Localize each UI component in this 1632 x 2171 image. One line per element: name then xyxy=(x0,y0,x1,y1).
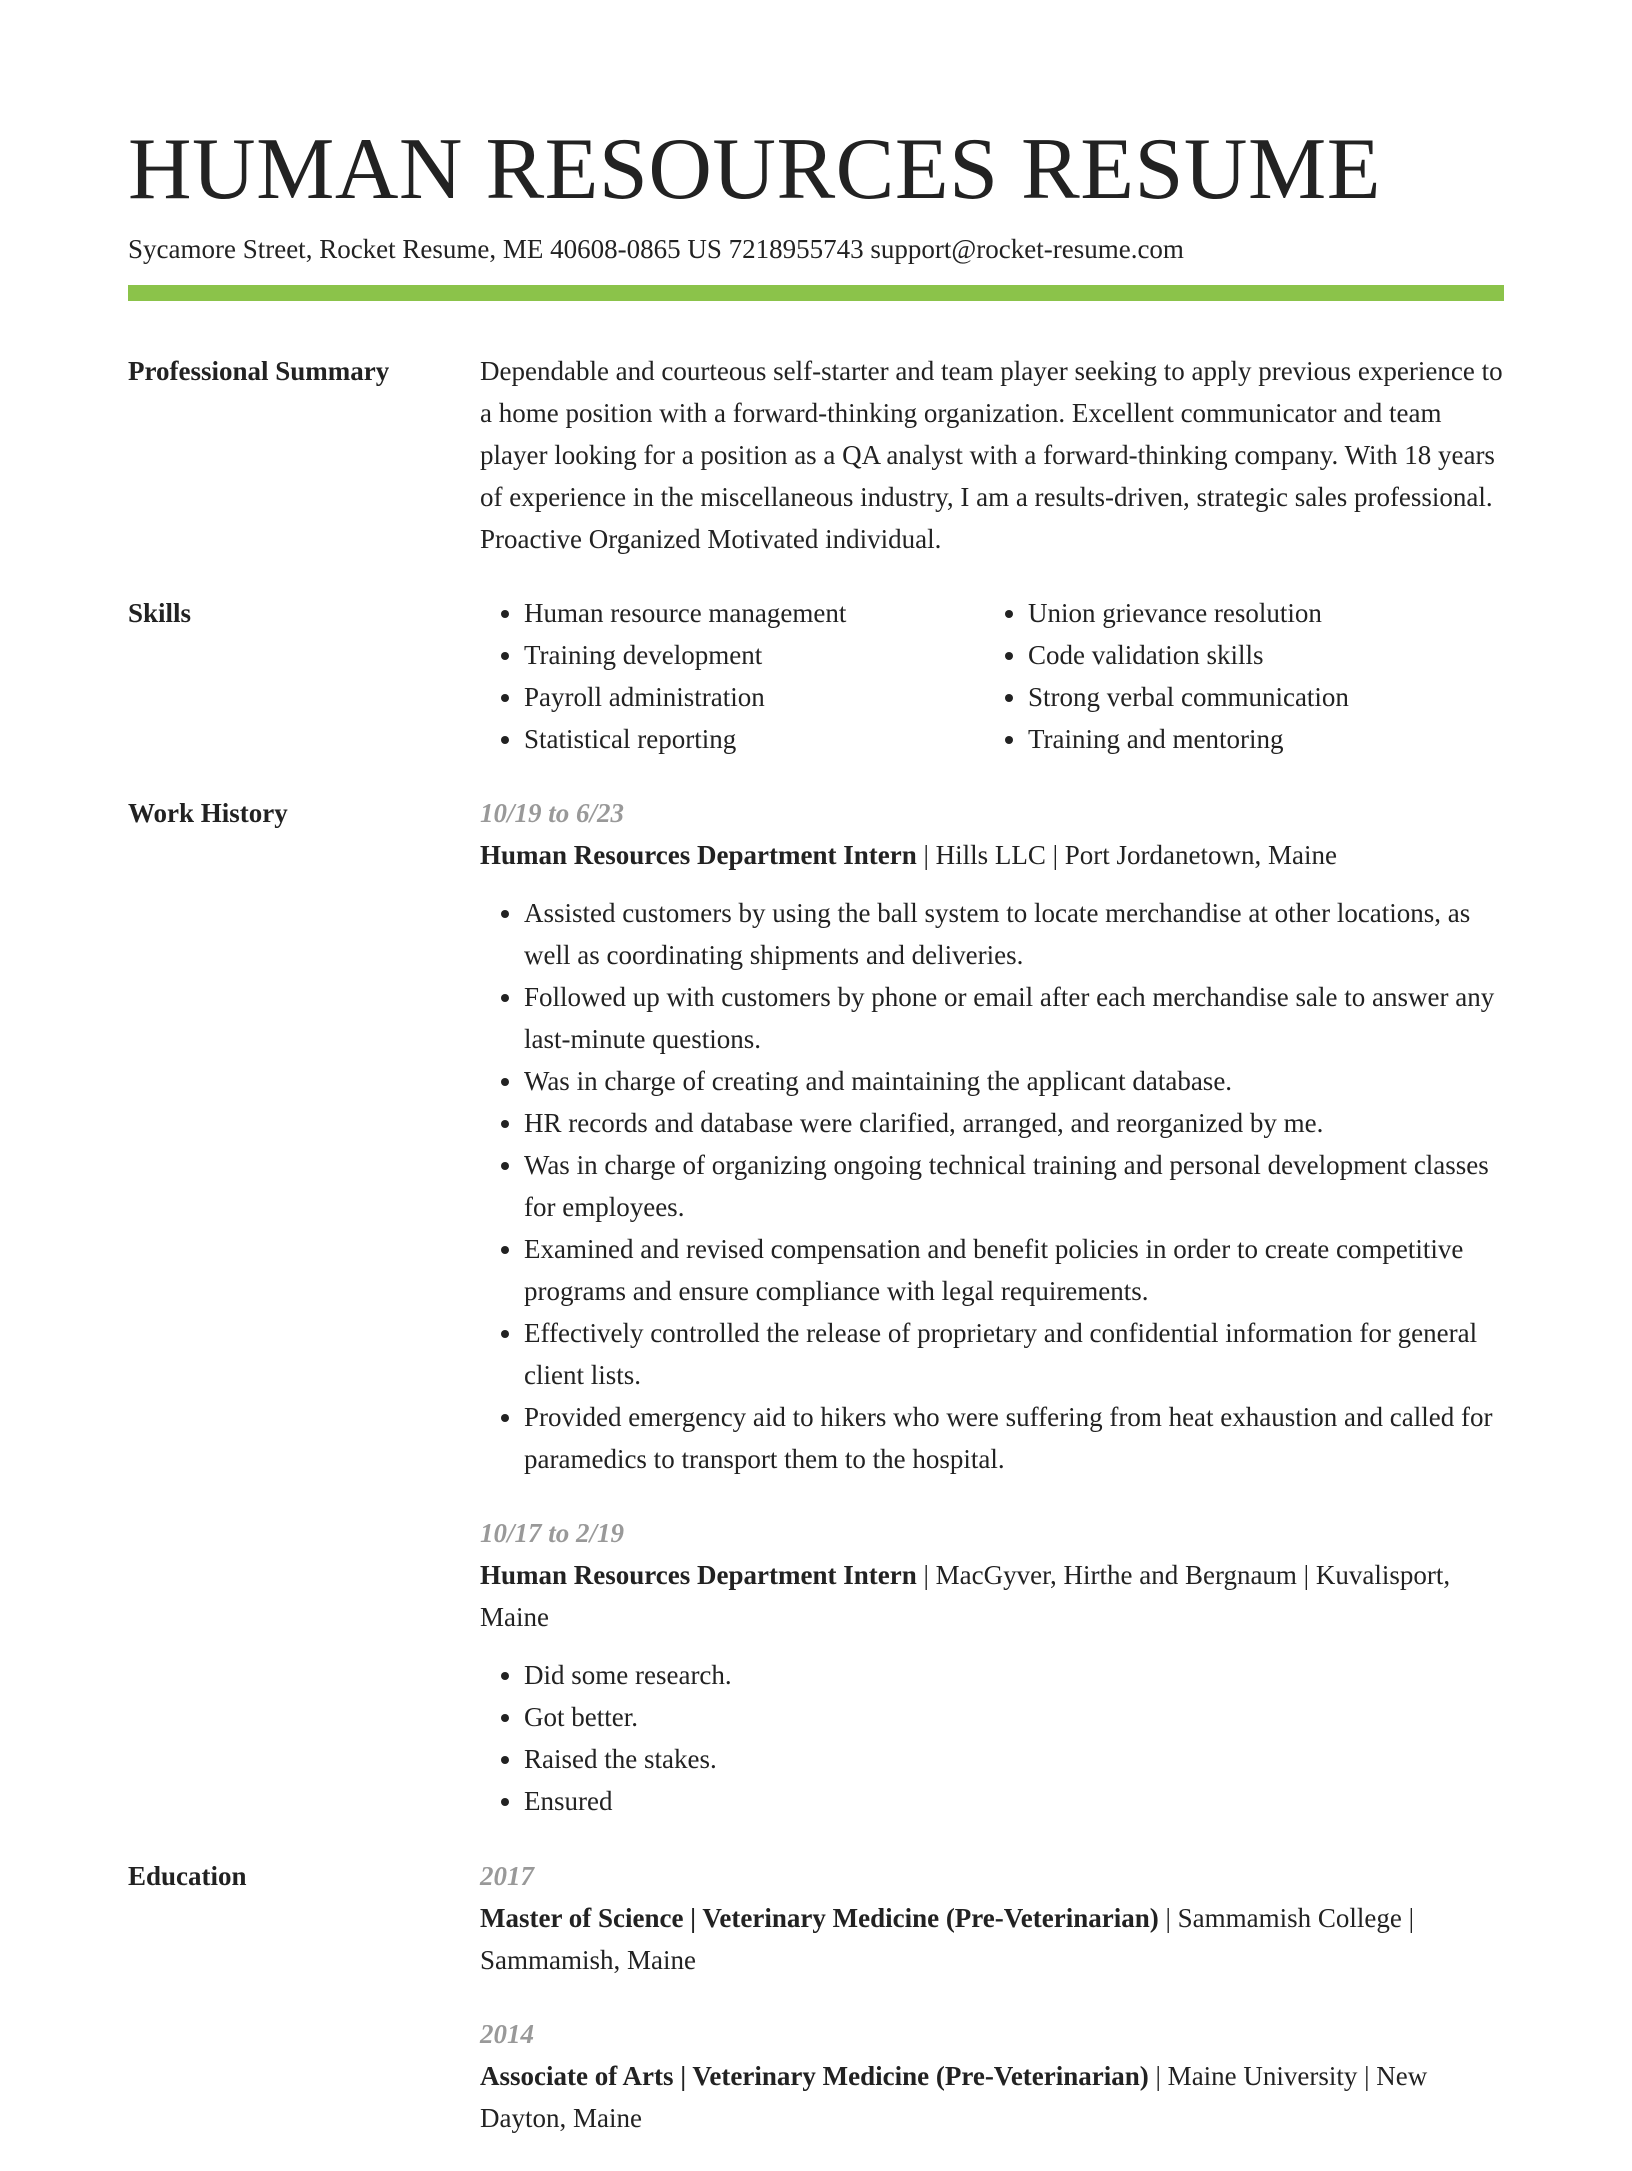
job-employer: | Hills LLC | Port Jordanetown, Maine xyxy=(916,840,1337,870)
job-dates: 10/19 to 6/23 xyxy=(480,798,625,828)
job-duties xyxy=(480,1654,1504,1822)
list-item: • Followed up with customers by phone or email after each merchandise sale to answer any last-minute questions. xyxy=(524,976,1504,1060)
education-body xyxy=(480,1855,1504,2171)
work-history-label: Work History xyxy=(128,798,288,828)
list-item: • Did some research. xyxy=(524,1654,1504,1696)
job-heading xyxy=(480,1554,1504,1638)
skills-list-right xyxy=(984,592,1488,760)
header-divider xyxy=(128,285,1504,301)
list-item: • Got better. xyxy=(524,1696,1504,1738)
education-entry xyxy=(480,1855,1504,1981)
list-item: • Examined and revised compensation and benefit policies in order to create competitive programs and ensure compliance with legal requirements. xyxy=(524,1228,1504,1312)
education-label: Education xyxy=(128,1861,247,1891)
job-heading xyxy=(480,834,1504,876)
job-entry xyxy=(480,792,1504,1480)
list-item: • Raised the stakes. xyxy=(524,1738,1504,1780)
contact-line: Sycamore Street, Rocket Resume, ME 40608-0865 US 7218955743 support@rocket-resume.com xyxy=(128,234,1184,264)
list-item: • Provided emergency aid to hikers who were suffering from heat exhaustion and called for paramedics to transport them to the hospital. xyxy=(524,1396,1504,1480)
education-year: 2017 xyxy=(480,1861,534,1891)
school-details: | Sammamish College | Sammamish, Maine xyxy=(480,1903,1415,1975)
list-item: • Payroll administration xyxy=(524,676,984,718)
skills-body xyxy=(480,592,1504,760)
job-title: Human Resources Department Intern xyxy=(480,840,917,870)
education-heading xyxy=(480,1897,1504,1981)
job-entry xyxy=(480,1512,1504,1822)
list-item: • HR records and database were clarified, arranged, and reorganized by me. xyxy=(524,1102,1504,1144)
job-employer: | MacGyver, Hirthe and Bergnaum | Kuvalisport, Maine xyxy=(480,1560,1451,1632)
skills-columns xyxy=(480,592,1504,760)
school-details: | Maine University | New Dayton, Maine xyxy=(480,2061,1428,2133)
skills-label: Skills xyxy=(128,598,192,628)
list-item: • Code validation skills xyxy=(1028,634,1488,676)
summary-text: Dependable and courteous self-starter and team player seeking to apply previous experience to a home position with a forward-thinking organization. Excellent communicator and team player looking for a position as a QA analyst with a forward-thinking company. With 18 years of experience in the miscellaneous industry, I am a results-driven, strategic sales professional. Proactive Organized Motivated individual. xyxy=(480,356,1503,554)
list-item: • Statistical reporting xyxy=(524,718,984,760)
skills-list-left xyxy=(480,592,984,760)
education-entry xyxy=(480,2013,1504,2139)
degree-title: Associate of Arts | Veterinary Medicine (Pre-Veterinarian) xyxy=(480,2061,1149,2091)
list-item: • Was in charge of creating and maintaining the applicant database. xyxy=(524,1060,1504,1102)
list-item: • Strong verbal communication xyxy=(1028,676,1488,718)
list-item: • Training and mentoring xyxy=(1028,718,1488,760)
degree-title: Master of Science | Veterinary Medicine (Pre-Veterinarian) xyxy=(480,1903,1159,1933)
education-heading xyxy=(480,2055,1504,2139)
list-item: • Was in charge of organizing ongoing technical training and personal development classes for employees. xyxy=(524,1144,1504,1228)
summary-body xyxy=(480,350,1504,560)
resume-title: HUMAN RESOURCES RESUME xyxy=(128,121,1381,218)
work-history-body xyxy=(480,792,1504,1854)
list-item: • Effectively controlled the release of proprietary and confidential information for general client lists. xyxy=(524,1312,1504,1396)
list-item: • Union grievance resolution xyxy=(1028,592,1488,634)
job-dates: 10/17 to 2/19 xyxy=(480,1518,625,1548)
list-item: • Ensured xyxy=(524,1780,1504,1822)
list-item: • Training development xyxy=(524,634,984,676)
list-item: • Human resource management xyxy=(524,592,984,634)
job-duties xyxy=(480,892,1504,1480)
education-year: 2014 xyxy=(480,2019,534,2049)
job-title: Human Resources Department Intern xyxy=(480,1560,917,1590)
list-item: • Assisted customers by using the ball system to locate merchandise at other locations, as well as coordinating shipments and deliveries. xyxy=(524,892,1504,976)
summary-label: Professional Summary xyxy=(128,356,390,386)
